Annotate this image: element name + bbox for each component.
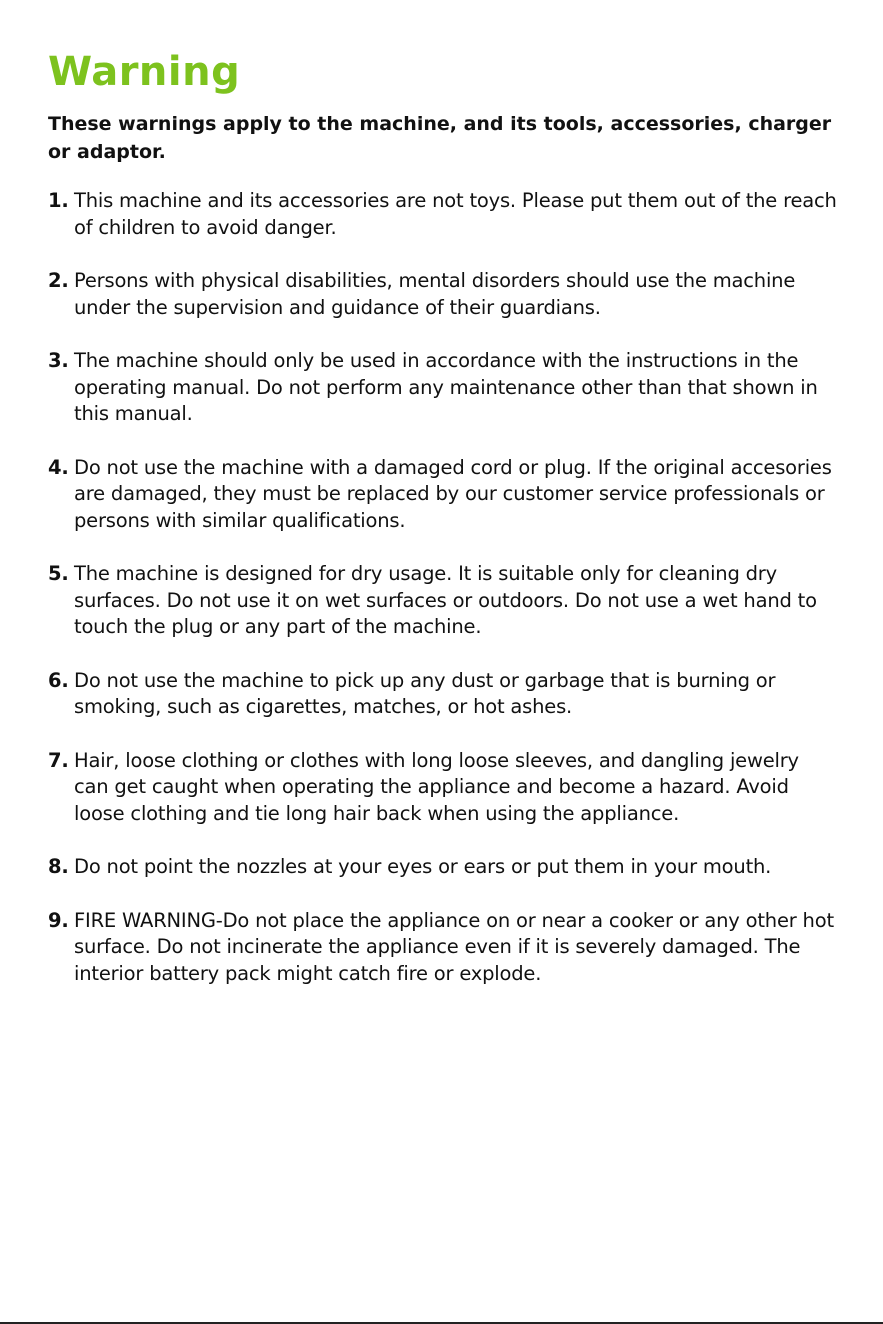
warning-item-3 xyxy=(48,348,838,428)
warning-list xyxy=(48,188,838,1014)
item-text: The machine is designed for dry usage. It is suitable only for cleaning dry surfaces. Do not use it on wet surfaces or outdoors. Do not use a wet hand to touch the plug or any part of the machine. xyxy=(74,562,817,638)
item-number: 8. xyxy=(48,855,69,878)
item-text: FIRE WARNING-Do not place the appliance on or near a cooker or any other hot surface. Do not incinerate the appliance even if it is severely damaged. The interior battery pack might catch fire or explode. xyxy=(74,908,834,985)
item-number: 9. xyxy=(48,908,69,932)
item-text: Do not use the machine to pick up any dust or garbage that is burning or smoking, such as cigarettes, matches, or hot ashes. xyxy=(74,668,776,718)
item-number: 7. xyxy=(48,748,69,772)
warning-item-9 xyxy=(48,908,838,988)
warning-item-5 xyxy=(48,561,838,641)
warning-item-2 xyxy=(48,268,838,321)
intro-text: These warnings apply to the machine, and its tools, accessories, charger or adaptor. xyxy=(48,113,832,163)
item-text: Hair, loose clothing or clothes with long loose sleeves, and dangling jewelry can get caught when operating the appliance and become a hazard. Avoid loose clothing and tie long hair back when using the appliance. xyxy=(74,748,799,825)
page-title: Warning xyxy=(48,49,241,95)
warning-item-8 xyxy=(48,854,838,881)
item-number: 6. xyxy=(48,668,69,692)
item-number: 4. xyxy=(48,455,69,479)
warning-item-1 xyxy=(48,188,838,241)
item-text: Do not point the nozzles at your eyes or ears or put them in your mouth. xyxy=(74,855,772,878)
warning-item-7 xyxy=(48,748,838,828)
item-text: This machine and its accessories are not toys. Please put them out of the reach of children to avoid danger. xyxy=(74,189,837,239)
item-number: 5. xyxy=(48,562,69,585)
item-text: Persons with physical disabilities, mental disorders should use the machine under the supervision and guidance of their guardians. xyxy=(74,269,796,319)
warning-item-6 xyxy=(48,668,838,721)
warning-item-4 xyxy=(48,455,838,535)
item-text: Do not use the machine with a damaged cord or plug. If the original accesories are damaged, they must be replaced by our customer service professionals or persons with similar qualifications. xyxy=(74,455,832,532)
item-number: 1. xyxy=(48,189,69,212)
item-number: 2. xyxy=(48,269,69,292)
item-text: The machine should only be used in accordance with the instructions in the operating manual. Do not perform any maintenance other than that shown in this manual. xyxy=(74,349,818,425)
item-number: 3. xyxy=(48,349,69,372)
